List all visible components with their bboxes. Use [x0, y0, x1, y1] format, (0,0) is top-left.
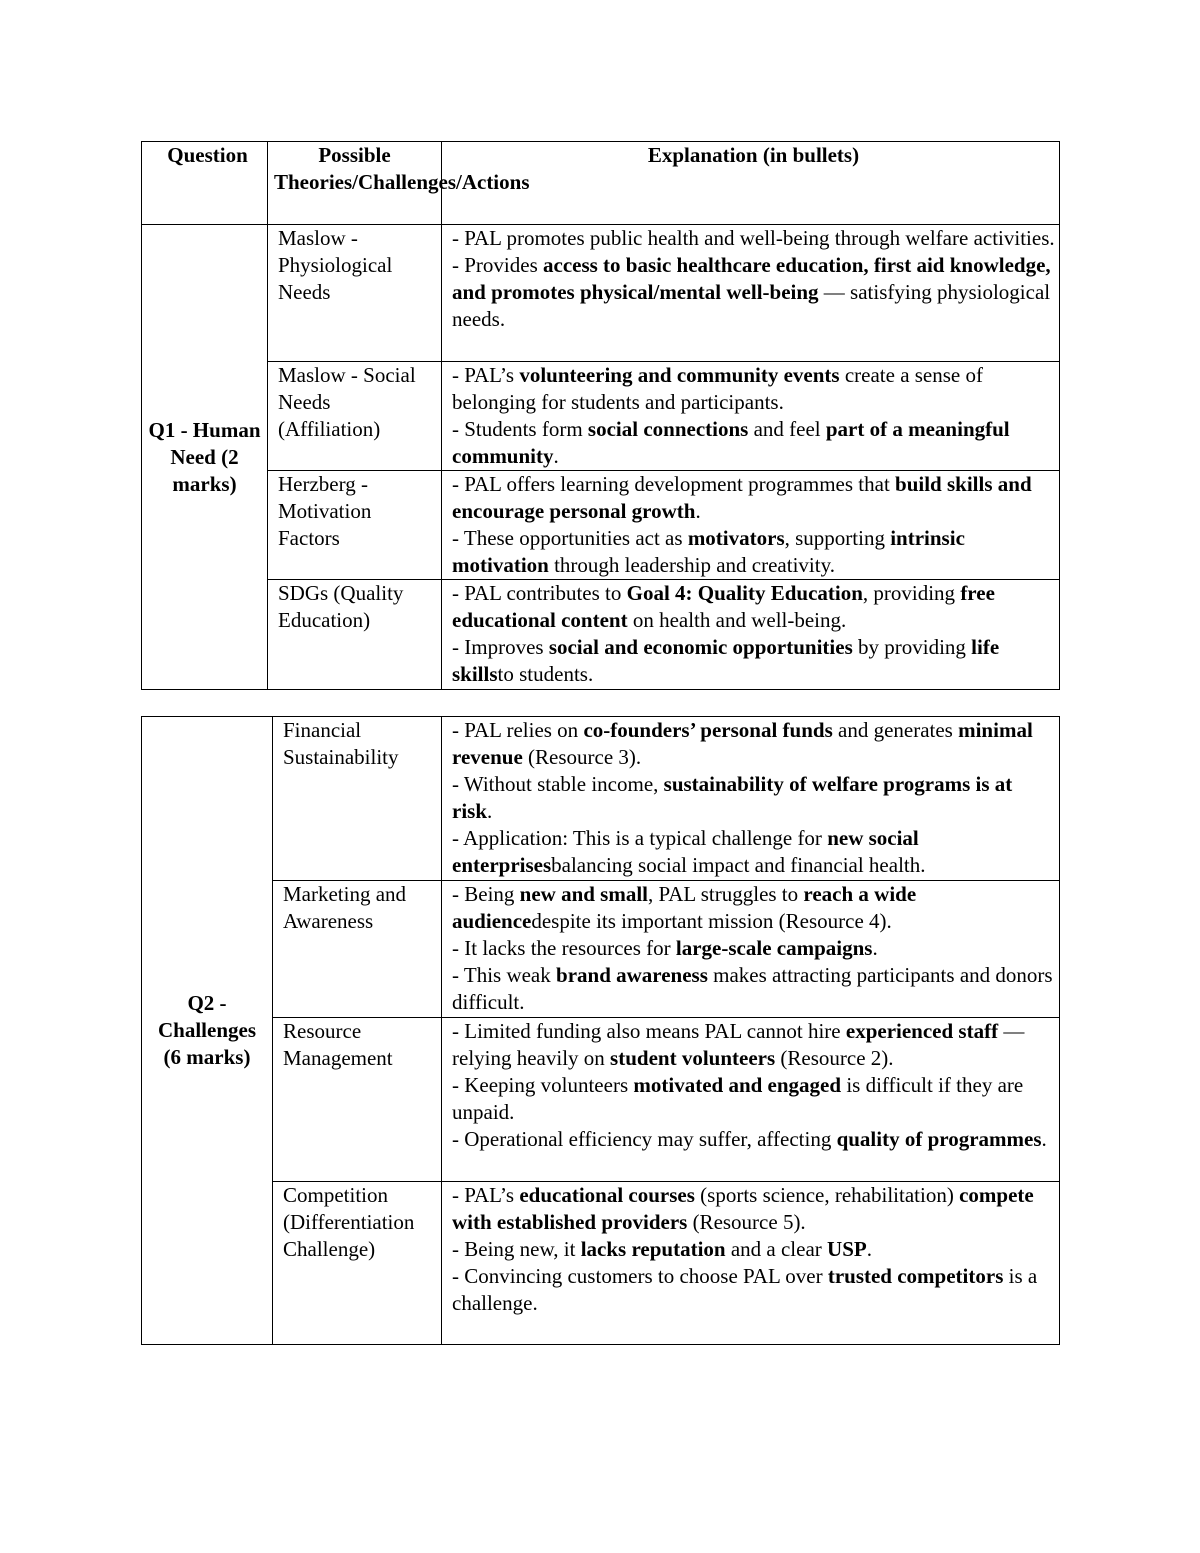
- text: - Provides: [452, 253, 543, 277]
- bullet-line: [452, 1182, 1055, 1236]
- bullet-line: [452, 881, 1055, 935]
- text: - Convincing customers to choose PAL over: [452, 1264, 828, 1288]
- text: - Students form: [452, 417, 588, 441]
- text: and feel: [748, 417, 826, 441]
- explanation-cell: [442, 362, 1060, 471]
- text: makes attracting participants and donors difficult.: [452, 963, 1053, 1014]
- text: - PAL’s: [452, 1183, 520, 1207]
- bullet-line: [452, 771, 1055, 825]
- header-theory: Possible Theories/Challenges/Actions: [268, 142, 442, 225]
- table-row: [142, 881, 1060, 1018]
- text: - It lacks the resources for: [452, 936, 676, 960]
- bullet-line: [452, 1018, 1055, 1072]
- text: is difficult if they are unpaid.: [452, 1073, 1024, 1124]
- text: - Application: This is a typical challenge for: [452, 826, 828, 850]
- bold-text: new and small: [519, 882, 649, 906]
- bold-text: large-scale campaigns: [675, 936, 873, 960]
- bold-text: life skills: [452, 635, 1000, 686]
- bold-text: volunteering and community events: [519, 363, 840, 387]
- bold-text: co-founders’ personal funds: [583, 718, 833, 742]
- text: - These opportunities act as: [452, 526, 688, 550]
- theory-cell: Maslow - Social Needs (Affiliation): [268, 362, 442, 471]
- text: by providing: [852, 635, 972, 659]
- text: — satisfying physiological needs.: [452, 280, 1051, 331]
- q1-table: [141, 141, 1060, 690]
- bullet-line: [452, 1126, 1055, 1153]
- bold-text: social connections: [587, 417, 749, 441]
- explanation-cell: [442, 471, 1060, 580]
- bullet-line: [452, 225, 1055, 252]
- bold-text: quality of programmes: [836, 1127, 1042, 1151]
- bold-text: sustainability of welfare programs is at risk: [452, 772, 1013, 823]
- theory-cell: Competition (Differentiation Challenge): [273, 1182, 442, 1345]
- text: - PAL promotes public health and well-being through welfare activities.: [452, 226, 1055, 250]
- text: , providing: [862, 581, 961, 605]
- explanation-cell: [442, 717, 1060, 881]
- explanation-cell: [442, 881, 1060, 1018]
- q2-table: [141, 716, 1060, 1345]
- table-row: [142, 1018, 1060, 1182]
- explanation-cell: [442, 580, 1060, 690]
- text: balancing social impact and financial health.: [551, 853, 926, 877]
- bold-text: motivated and engaged: [633, 1073, 842, 1097]
- text: - PAL’s: [452, 363, 520, 387]
- text: to students.: [497, 662, 594, 686]
- text: .: [1041, 1127, 1047, 1151]
- bold-text: student volunteers: [610, 1046, 776, 1070]
- text: .: [695, 499, 701, 523]
- bullet-line: [452, 471, 1055, 525]
- bullet-line: [452, 525, 1055, 579]
- explanation-cell: [442, 1182, 1060, 1345]
- bullet-line: [452, 634, 1055, 688]
- bullet-line: [452, 962, 1055, 1016]
- bold-text: lacks reputation: [580, 1237, 726, 1261]
- bold-text: intrinsic motivation: [452, 526, 965, 577]
- theory-cell: SDGs (Quality Education): [268, 580, 442, 690]
- table-row: [142, 717, 1060, 881]
- text: (Resource 3).: [522, 745, 642, 769]
- text: - Improves: [452, 635, 549, 659]
- explanation-cell: [442, 1018, 1060, 1182]
- text: and a clear: [725, 1237, 828, 1261]
- explanation-cell: [442, 225, 1060, 362]
- bold-text: build skills and encourage personal growth: [452, 472, 1032, 523]
- bold-text: reach a wide audience: [452, 882, 917, 933]
- table-header-row: [142, 142, 1060, 225]
- text: (Resource 5).: [687, 1210, 806, 1234]
- text: .: [487, 799, 493, 823]
- text: create a sense of belonging for students and participants.: [452, 363, 983, 414]
- bold-text: brand awareness: [556, 963, 708, 987]
- bold-text: educational courses: [519, 1183, 695, 1207]
- text: - Keeping volunteers: [452, 1073, 634, 1097]
- text: , PAL struggles to: [648, 882, 804, 906]
- text: despite its important mission (Resource 4).: [531, 909, 892, 933]
- text: .: [553, 444, 559, 468]
- text: .: [866, 1237, 872, 1261]
- bold-text: experienced staff: [845, 1019, 999, 1043]
- bullet-line: [452, 252, 1055, 333]
- bold-text: motivators: [687, 526, 785, 550]
- bullet-line: [452, 580, 1055, 634]
- table-row: [142, 362, 1060, 471]
- bullet-line: [452, 717, 1055, 771]
- bold-text: USP: [827, 1237, 867, 1261]
- text: — relying heavily on: [452, 1019, 1025, 1070]
- theory-cell: Resource Management: [273, 1018, 442, 1182]
- theory-cell: Herzberg - Motivation Factors: [268, 471, 442, 580]
- bold-text: free educational content: [452, 581, 995, 632]
- bullet-line: [452, 935, 1055, 962]
- text: is a challenge.: [452, 1264, 1038, 1315]
- bold-text: trusted competitors: [827, 1264, 1004, 1288]
- text: and generates: [832, 718, 959, 742]
- theory-cell: Maslow - Physiological Needs: [268, 225, 442, 362]
- text: - PAL relies on: [452, 718, 584, 742]
- text: .: [872, 936, 878, 960]
- bullet-line: [452, 1263, 1055, 1317]
- bold-text: new social enterprises: [452, 826, 919, 877]
- text: (Resource 2).: [775, 1046, 894, 1070]
- bold-text: access to basic healthcare education, first aid knowledge, and promotes physical/mental well-being: [452, 253, 1051, 304]
- text: - Being: [452, 882, 520, 906]
- theory-cell: Marketing and Awareness: [273, 881, 442, 1018]
- question-label: Q1 - Human Need (2 marks): [142, 225, 268, 690]
- text: - PAL offers learning development programmes that: [452, 472, 896, 496]
- bold-text: Goal 4: Quality Education: [626, 581, 863, 605]
- bullet-line: [452, 1072, 1055, 1126]
- text: - Limited funding also means PAL cannot hire: [452, 1019, 846, 1043]
- text: - This weak: [452, 963, 557, 987]
- bullet-line: [452, 1236, 1055, 1263]
- text: through leadership and creativity.: [548, 553, 835, 577]
- bullet-line: [452, 362, 1055, 416]
- text: - Without stable income,: [452, 772, 664, 796]
- table-row: [142, 580, 1060, 690]
- bold-text: social and economic opportunities: [548, 635, 853, 659]
- bold-text: minimal revenue: [452, 718, 1033, 769]
- header-question: Question: [142, 142, 268, 225]
- text: - PAL contributes to: [452, 581, 627, 605]
- text: (sports science, rehabilitation): [694, 1183, 960, 1207]
- table-row: [142, 225, 1060, 362]
- theory-cell: Financial Sustainability: [273, 717, 442, 881]
- bullet-line: [452, 825, 1055, 879]
- text: - Being new, it: [452, 1237, 581, 1261]
- text: on health and well-being.: [627, 608, 847, 632]
- bold-text: part of a meaningful community: [452, 417, 1010, 468]
- bullet-line: [452, 416, 1055, 470]
- header-explanation: Explanation (in bullets): [442, 142, 1060, 225]
- table-row: [142, 1182, 1060, 1345]
- text: , supporting: [784, 526, 891, 550]
- bold-text: compete with established providers: [452, 1183, 1034, 1234]
- text: - Operational efficiency may suffer, affecting: [452, 1127, 837, 1151]
- question-label: Q2 - Challenges (6 marks): [142, 717, 273, 1345]
- table-row: [142, 471, 1060, 580]
